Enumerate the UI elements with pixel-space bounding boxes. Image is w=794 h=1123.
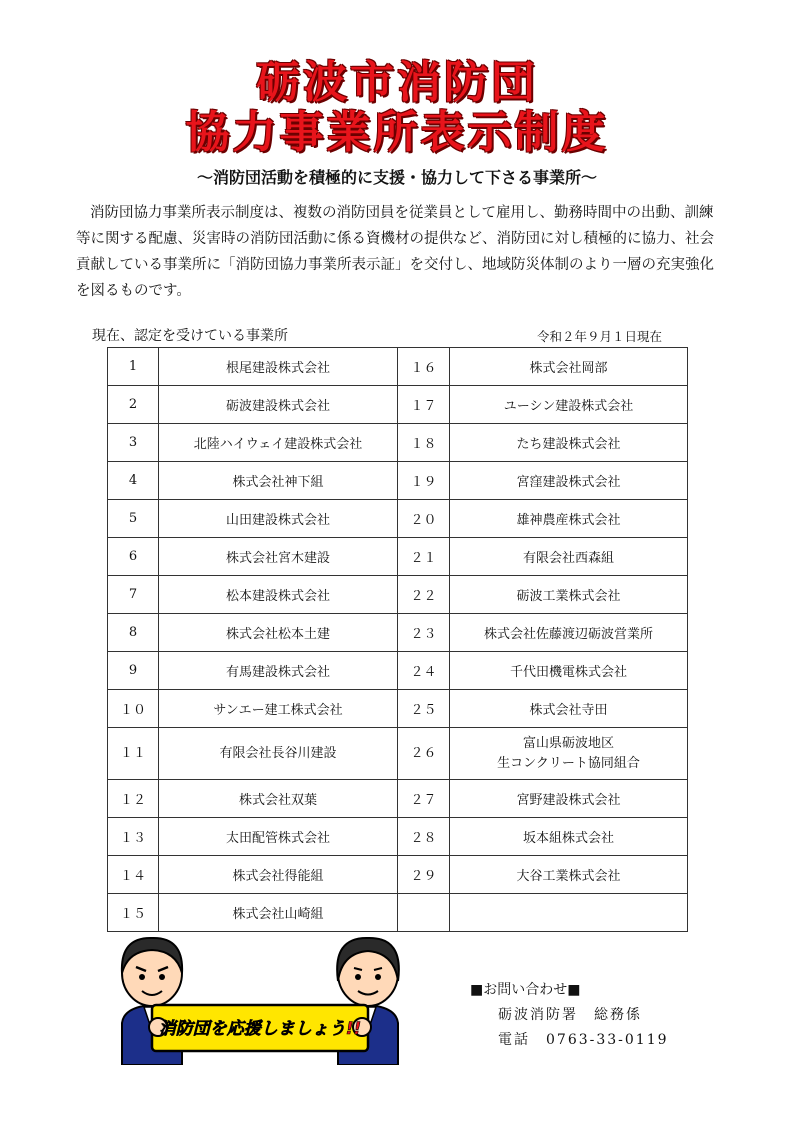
company-name: 株式会社得能組 (159, 856, 398, 894)
table-row (108, 462, 688, 500)
company-number: ２５ (398, 690, 450, 728)
company-number: ２７ (398, 780, 450, 818)
support-banner (149, 1005, 371, 1051)
table-row (108, 818, 688, 856)
company-name: サンエー建工株式会社 (159, 690, 398, 728)
contact-heading: ■お問い合わせ■ (470, 982, 581, 998)
company-number: 1 (108, 348, 159, 386)
company-name: 株式会社宮木建設 (159, 538, 398, 576)
intro-paragraph: 消防団協力事業所表示制度は、複数の消防団員を従業員として雇用し、勤務時間中の出動、訓練等に関する配慮、災害時の消防団活動に係る資機材の提供など、消防団に対し積極的に協力、社会貢献している事業所に「消防団協力事業所表示証」を交付し、地域防災体制のより一層の充実強化を図るものです。 (76, 205, 714, 299)
company-name-multiline (450, 728, 688, 780)
table-row (108, 576, 688, 614)
company-number: ２８ (398, 818, 450, 856)
table-row (108, 386, 688, 424)
page-title-line1: 砺波市消防団 (256, 57, 538, 108)
company-number: 2 (108, 386, 159, 424)
company-name: ユーシン建設株式会社 (450, 386, 688, 424)
company-name: 株式会社松本土建 (159, 614, 398, 652)
company-number: １３ (108, 818, 159, 856)
company-name: 宮野建設株式会社 (450, 780, 688, 818)
table-row (108, 500, 688, 538)
company-name: 根尾建設株式会社 (159, 348, 398, 386)
table-row (108, 780, 688, 818)
table-row (108, 894, 688, 932)
table-row (108, 538, 688, 576)
company-name: 株式会社岡部 (450, 348, 688, 386)
company-name: 千代田機電株式会社 (450, 652, 688, 690)
contact-department: 砺波消防署 総務係 (498, 1007, 642, 1023)
table-row (108, 728, 688, 780)
table-row (108, 690, 688, 728)
company-name: 宮窪建設株式会社 (450, 462, 688, 500)
company-number: 7 (108, 576, 159, 614)
company-number: １４ (108, 856, 159, 894)
companies-table (107, 347, 688, 932)
company-number: １０ (108, 690, 159, 728)
company-name: 雄神農産株式会社 (450, 500, 688, 538)
company-name: 株式会社神下組 (159, 462, 398, 500)
page-title-line2: 協力事業所表示制度 (185, 107, 609, 158)
company-name: 太田配管株式会社 (159, 818, 398, 856)
company-number: ２３ (398, 614, 450, 652)
table-row (108, 424, 688, 462)
company-name: 坂本組株式会社 (450, 818, 688, 856)
company-number: １８ (398, 424, 450, 462)
company-name: 大谷工業株式会社 (450, 856, 688, 894)
page-subtitle: ～消防団活動を積極的に支援・協力して下さる事業所～ (196, 168, 597, 187)
company-number: １５ (108, 894, 159, 932)
company-name: 山田建設株式会社 (159, 500, 398, 538)
company-number: １２ (108, 780, 159, 818)
company-number: １７ (398, 386, 450, 424)
company-number: 4 (108, 462, 159, 500)
company-number: ２６ (398, 728, 450, 780)
company-number: １１ (108, 728, 159, 780)
contact-phone: 電話 0763-33-0119 (498, 1032, 669, 1048)
table-row (108, 348, 688, 386)
company-number: ２０ (398, 500, 450, 538)
company-number: 6 (108, 538, 159, 576)
company-name: 有馬建設株式会社 (159, 652, 398, 690)
company-number: ２９ (398, 856, 450, 894)
company-name: 砺波建設株式会社 (159, 386, 398, 424)
company-number: 3 (108, 424, 159, 462)
list-label: 現在、認定を受けている事業所 (92, 328, 288, 344)
company-number: ２１ (398, 538, 450, 576)
empty-cell (450, 894, 688, 932)
table-row (108, 856, 688, 894)
empty-cell (398, 894, 450, 932)
company-name: たち建設株式会社 (450, 424, 688, 462)
table-row (108, 652, 688, 690)
company-name: 株式会社佐藤渡辺砺波営業所 (450, 614, 688, 652)
company-name: 北陸ハイウェイ建設株式会社 (159, 424, 398, 462)
banner-text: 消防団を応援しましょう!! (158, 1019, 362, 1039)
company-name: 松本建設株式会社 (159, 576, 398, 614)
company-name: 株式会社寺田 (450, 690, 688, 728)
company-number: 5 (108, 500, 159, 538)
company-number: ２４ (398, 652, 450, 690)
table-row (108, 614, 688, 652)
company-name-line1: 富山県砺波地区 (522, 735, 614, 751)
company-number: １９ (398, 462, 450, 500)
as-of-date: 令和２年９月１日現在 (537, 329, 663, 344)
contact-info (470, 978, 669, 1053)
company-name: 有限会社長谷川建設 (159, 728, 398, 780)
company-name: 有限会社西森組 (450, 538, 688, 576)
company-number: 8 (108, 614, 159, 652)
company-number: １６ (398, 348, 450, 386)
company-name: 砺波工業株式会社 (450, 576, 688, 614)
company-name-line2: 生コンクリート協同組合 (497, 755, 640, 771)
company-number: ２２ (398, 576, 450, 614)
firefighter-illustration (100, 935, 420, 1065)
company-number: 9 (108, 652, 159, 690)
company-name: 株式会社双葉 (159, 780, 398, 818)
company-name: 株式会社山崎組 (159, 894, 398, 932)
